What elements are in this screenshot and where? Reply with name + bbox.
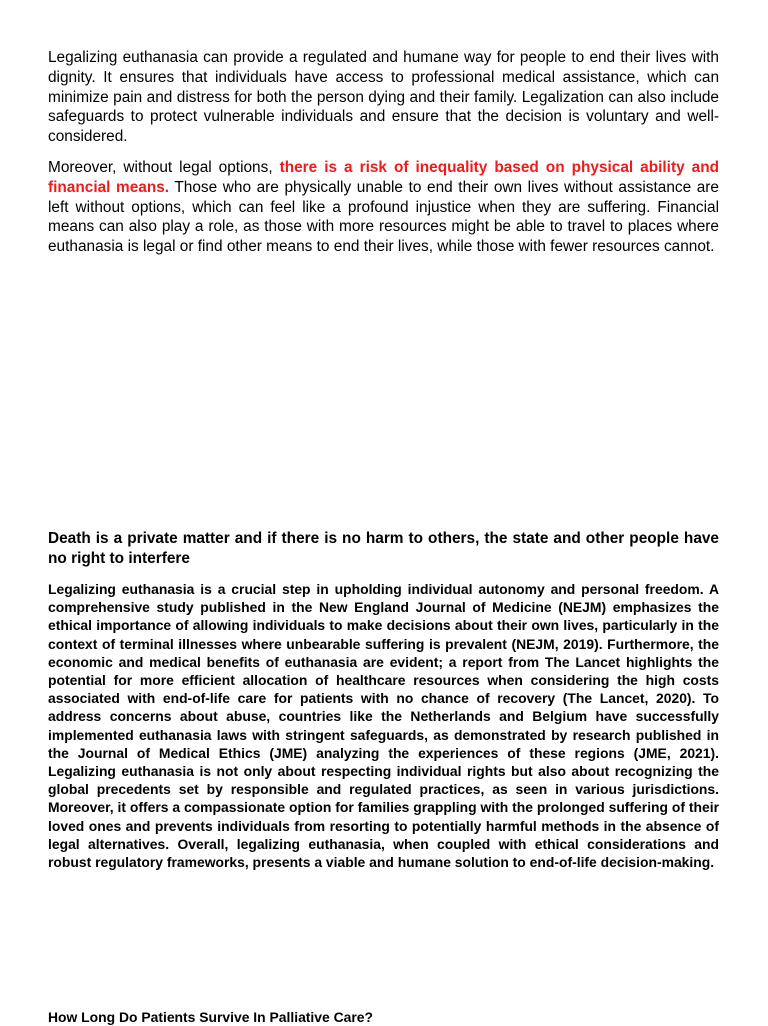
document-page xyxy=(48,0,719,1024)
section-body-autonomy: Legalizing euthanasia is a crucial step in upholding individual autonomy and personal freedom. A comprehensive study published in the New England Journal of Medicine (NEJM) emphasizes the ethical importance of allowing individuals to make decisions about their own lives, particularly in the context of terminal illnesses where unbearable suffering is prevalent (NEJM, 2019). Furthermore, the economic and medical benefits of euthanasia are evident; a report from The Lancet highlights the potential for more efficient allocation of healthcare resources when considering the high costs associated with end-of-life care for patients with no chance of recovery (The Lancet, 2020). To address concerns about abuse, countries like the Netherlands and Belgium have successfully implemented euthanasia laws with stringent safeguards, as demonstrated by research published in the Journal of Medical Ethics (JME) analyzing the experiences of these regions (JME, 2021). Legalizing euthanasia is not only about respecting individual rights but also about recognizing the global precedents set by responsible and regulated practices, as seen in various jurisdictions. Moreover, it offers a compassionate option for families grappling with the prolonged suffering of their loved ones and prevents individuals from resorting to potentially harmful methods in the absence of legal alternatives. Overall, legalizing euthanasia, when coupled with ethical considerations and robust regulatory frameworks, presents a viable and humane solution to end-of-life decision-making. xyxy=(48,581,719,871)
paragraph-inequality-lead: Moreover, without legal options, xyxy=(48,159,280,176)
paragraph-inequality-rest: Those who are physically unable to end their own lives without assistance are left without options, which can feel like a profound injustice when they are suffering. Financial means can also play a role, as those with more resources might be able to travel to places where euthanasia is legal or find other means to end their lives, while those with fewer resources cannot. xyxy=(48,178,719,256)
section-heading-private-matter: Death is a private matter and if there is no harm to others, the state and other people have no right to interfere xyxy=(48,530,719,567)
next-section-heading: How Long Do Patients Survive In Palliative Care? xyxy=(48,1009,373,1025)
paragraph-legalizing-dignity: Legalizing euthanasia can provide a regulated and humane way for people to end their lives with dignity. It ensures that individuals have access to professional medical assistance, which can minimize pain and distress for both the person dying and their family. Legalization can also include safeguards to protect vulnerable individuals and ensure that the decision is voluntary and well-considered. xyxy=(48,49,719,146)
paragraph-inequality xyxy=(48,158,719,257)
highlighted-inequality-statement: there is a risk of inequality based on physical ability and financial means. xyxy=(48,159,719,196)
